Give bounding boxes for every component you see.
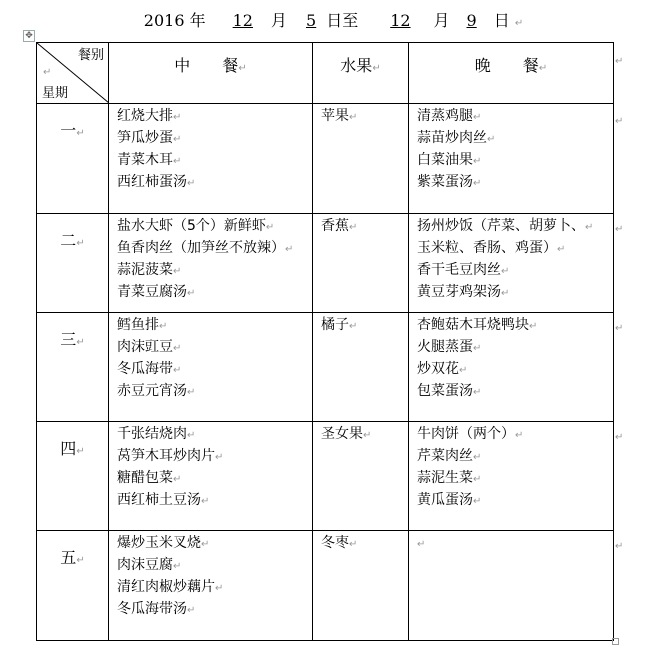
- paragraph-mark-icon: ↵: [187, 430, 196, 441]
- paragraph-mark-icon: ↵: [76, 128, 85, 139]
- weekday-cell: [37, 531, 109, 641]
- table-row: [37, 104, 614, 214]
- dinner-dish: 芹菜肉丝: [417, 448, 473, 464]
- weekday-label: 一: [60, 121, 77, 140]
- dinner-dish: 炒双花: [417, 361, 459, 377]
- paragraph-mark-icon: ↵: [417, 539, 426, 550]
- dinner-dish: 紫菜蛋汤: [417, 174, 473, 190]
- paragraph-mark-icon: ↵: [238, 63, 247, 74]
- paragraph-mark-icon: ↵: [487, 134, 496, 145]
- paragraph-mark-icon: ↵: [159, 321, 168, 332]
- paragraph-mark-icon: ↵: [349, 321, 358, 332]
- fruit-cell: [313, 531, 409, 641]
- paragraph-mark-icon: ↵: [585, 222, 594, 233]
- diagonal-header-cell: [37, 43, 109, 104]
- paragraph-mark-icon: ↵: [473, 496, 482, 507]
- dinner-cell: [409, 531, 614, 641]
- paragraph-mark-icon: ↵: [473, 387, 482, 398]
- dinner-dish: 蒜泥生菜: [417, 470, 473, 486]
- lunch-dish: 糖醋包菜: [117, 470, 173, 486]
- dinner-cell: [409, 104, 614, 214]
- weekday-cell: [37, 104, 109, 214]
- paragraph-mark-icon: ↵: [187, 387, 196, 398]
- row-end-mark-icon: ↵: [615, 56, 624, 67]
- paragraph-mark-icon: ↵: [501, 288, 510, 299]
- paragraph-mark-icon: ↵: [173, 134, 182, 145]
- lunch-dish: 青菜木耳: [117, 152, 173, 168]
- paragraph-mark-icon: ↵: [201, 539, 210, 550]
- dinner-dish: 火腿蒸蛋: [417, 339, 473, 355]
- weekday-cell: [37, 422, 109, 531]
- lunch-dish: 西红柿土豆汤: [117, 492, 201, 508]
- menu-title: [0, 8, 667, 31]
- weekday-label: 四: [60, 439, 77, 458]
- row-end-mark-icon: ↵: [615, 541, 624, 552]
- lunch-dish: 清红肉椒炒藕片: [117, 579, 215, 595]
- lunch-dish: 笋瓜炒蛋: [117, 130, 173, 146]
- paragraph-mark-icon: ↵: [473, 452, 482, 463]
- paragraph-mark-icon: ↵: [76, 337, 85, 348]
- lunch-dish: 赤豆元宵汤: [117, 383, 187, 399]
- lunch-cell: [109, 214, 313, 313]
- lunch-dish: 蒜泥菠菜: [117, 262, 173, 278]
- paragraph-mark-icon: ↵: [215, 583, 224, 594]
- table-resize-handle-icon[interactable]: [612, 638, 619, 645]
- paragraph-mark-icon: ↵: [43, 67, 52, 78]
- dinner-dish: 杏鲍菇木耳烧鸭块: [417, 317, 529, 333]
- fruit-cell: [313, 104, 409, 214]
- lunch-dish: 肉沫豆腐: [117, 557, 173, 573]
- paragraph-mark-icon: ↵: [173, 474, 182, 485]
- fruit-header-cell: [313, 43, 409, 104]
- row-end-mark-icon: ↵: [615, 323, 624, 334]
- dinner-cell: [409, 422, 614, 531]
- fruit-item: 橘子: [321, 317, 349, 333]
- paragraph-mark-icon: ↵: [557, 244, 566, 255]
- paragraph-mark-icon: ↵: [529, 321, 538, 332]
- lunch-dish: 千张结烧肉: [117, 426, 187, 442]
- paragraph-mark-icon: ↵: [173, 156, 182, 167]
- fruit-item: 圣女果: [321, 426, 363, 442]
- lunch-dish: 冬瓜海带汤: [117, 601, 187, 617]
- dinner-dish: 扬州炒饭（芹菜、胡萝卜、: [417, 218, 585, 234]
- paragraph-mark-icon: ↵: [173, 561, 182, 572]
- title-year: 2016: [143, 11, 185, 30]
- table-row: [37, 422, 614, 531]
- paragraph-mark-icon: ↵: [349, 222, 358, 233]
- table-row: [37, 531, 614, 641]
- row-end-mark-icon: ↵: [615, 224, 624, 235]
- paragraph-mark-icon: ↵: [349, 112, 358, 123]
- dinner-header: 晚 餐: [474, 56, 539, 75]
- paragraph-mark-icon: ↵: [173, 343, 182, 354]
- dinner-dish: 白菜油果: [417, 152, 473, 168]
- lunch-dish: 青菜豆腐汤: [117, 284, 187, 300]
- lunch-cell: [109, 531, 313, 641]
- lunch-header: 中 餐: [174, 56, 239, 75]
- paragraph-mark-icon: ↵: [515, 430, 524, 441]
- paragraph-mark-icon: ↵: [76, 555, 85, 566]
- paragraph-mark-icon: ↵: [473, 178, 482, 189]
- dinner-cell: [409, 313, 614, 422]
- lunch-dish: 莴笋木耳炒肉片: [117, 448, 215, 464]
- lunch-dish: 盐水大虾（5个）新鲜虾: [117, 218, 266, 234]
- row-end-mark-icon: ↵: [615, 116, 624, 127]
- dinner-dish: 包菜蛋汤: [417, 383, 473, 399]
- lunch-dish: 西红柿蛋汤: [117, 174, 187, 190]
- lunch-dish: 肉沫豇豆: [117, 339, 173, 355]
- meal-schedule-table: [36, 42, 614, 641]
- paragraph-mark-icon: ↵: [473, 112, 482, 123]
- fruit-cell: [313, 313, 409, 422]
- lunch-cell: [109, 104, 313, 214]
- category-label: 餐别: [77, 48, 104, 63]
- paragraph-mark-icon: ↵: [349, 539, 358, 550]
- weekday-cell: [37, 313, 109, 422]
- fruit-item: 香蕉: [321, 218, 349, 234]
- fruit-cell: [313, 422, 409, 531]
- dinner-cell: [409, 214, 614, 313]
- dinner-dish: 玉米粒、香肠、鸡蛋）: [417, 240, 557, 256]
- paragraph-mark-icon: ↵: [538, 63, 548, 74]
- lunch-dish: 鳕鱼排: [117, 317, 159, 333]
- dinner-dish: 黄瓜蛋汤: [417, 492, 473, 508]
- fruit-header: 水果: [340, 56, 373, 75]
- paragraph-mark-icon: ↵: [265, 222, 275, 233]
- paragraph-mark-icon: ↵: [173, 266, 182, 277]
- dinner-dish: 蒜苗炒肉丝: [417, 130, 487, 146]
- dinner-header-cell: [409, 43, 614, 104]
- dinner-dish: 清蒸鸡腿: [417, 108, 473, 124]
- paragraph-mark-icon: ↵: [514, 18, 524, 29]
- lunch-dish: 爆炒玉米叉烧: [117, 535, 201, 551]
- fruit-cell: [313, 214, 409, 313]
- paragraph-mark-icon: ↵: [459, 365, 468, 376]
- weekday-label: 五: [60, 548, 77, 567]
- weekday-label: 三: [60, 330, 77, 349]
- title-end-day: 9: [466, 11, 477, 30]
- paragraph-mark-icon: ↵: [473, 343, 482, 354]
- lunch-cell: [109, 313, 313, 422]
- paragraph-mark-icon: ↵: [501, 266, 510, 277]
- title-to-label: 日至: [326, 11, 359, 30]
- menu-body: [37, 104, 614, 641]
- title-end-month-label: 月: [433, 11, 450, 30]
- paragraph-mark-icon: ↵: [76, 238, 85, 249]
- paragraph-mark-icon: ↵: [187, 288, 196, 299]
- fruit-item: 苹果: [321, 108, 349, 124]
- title-end-month: 12: [390, 11, 411, 30]
- paragraph-mark-icon: ↵: [173, 112, 182, 123]
- paragraph-mark-icon: ↵: [173, 365, 182, 376]
- title-start-month: 12: [232, 11, 253, 30]
- weekday-label: 二: [60, 231, 77, 250]
- paragraph-mark-icon: ↵: [201, 496, 210, 507]
- table-row: [37, 313, 614, 422]
- title-year-label: 年: [189, 11, 206, 30]
- paragraph-mark-icon: ↵: [215, 452, 224, 463]
- table-row: [37, 214, 614, 313]
- title-end-day-label: 日: [493, 11, 510, 30]
- weekday-cell: [37, 214, 109, 313]
- paragraph-mark-icon: ↵: [473, 156, 482, 167]
- lunch-dish: 鱼香肉丝（加笋丝不放辣）: [117, 240, 285, 256]
- lunch-cell: [109, 422, 313, 531]
- lunch-header-cell: [109, 43, 313, 104]
- paragraph-mark-icon: ↵: [285, 244, 294, 255]
- lunch-dish: 红烧大排: [117, 108, 173, 124]
- lunch-dish: 冬瓜海带: [117, 361, 173, 377]
- row-end-mark-icon: ↵: [615, 432, 624, 443]
- paragraph-mark-icon: ↵: [76, 446, 85, 457]
- dinner-dish: 香干毛豆肉丝: [417, 262, 501, 278]
- paragraph-mark-icon: ↵: [473, 474, 482, 485]
- paragraph-mark-icon: ↵: [187, 605, 196, 616]
- header-row: [37, 43, 614, 104]
- paragraph-mark-icon: ↵: [187, 178, 196, 189]
- table-move-handle-icon[interactable]: ✥: [23, 30, 35, 42]
- paragraph-mark-icon: ↵: [363, 430, 372, 441]
- dinner-dish: 牛肉饼（两个）: [417, 426, 515, 442]
- dinner-dish: 黄豆芽鸡架汤: [417, 284, 501, 300]
- weekday-label: 星期: [42, 86, 69, 101]
- fruit-item: 冬枣: [321, 535, 349, 551]
- paragraph-mark-icon: ↵: [372, 63, 381, 74]
- title-month-label: 月: [270, 11, 287, 30]
- title-start-day: 5: [306, 11, 317, 30]
